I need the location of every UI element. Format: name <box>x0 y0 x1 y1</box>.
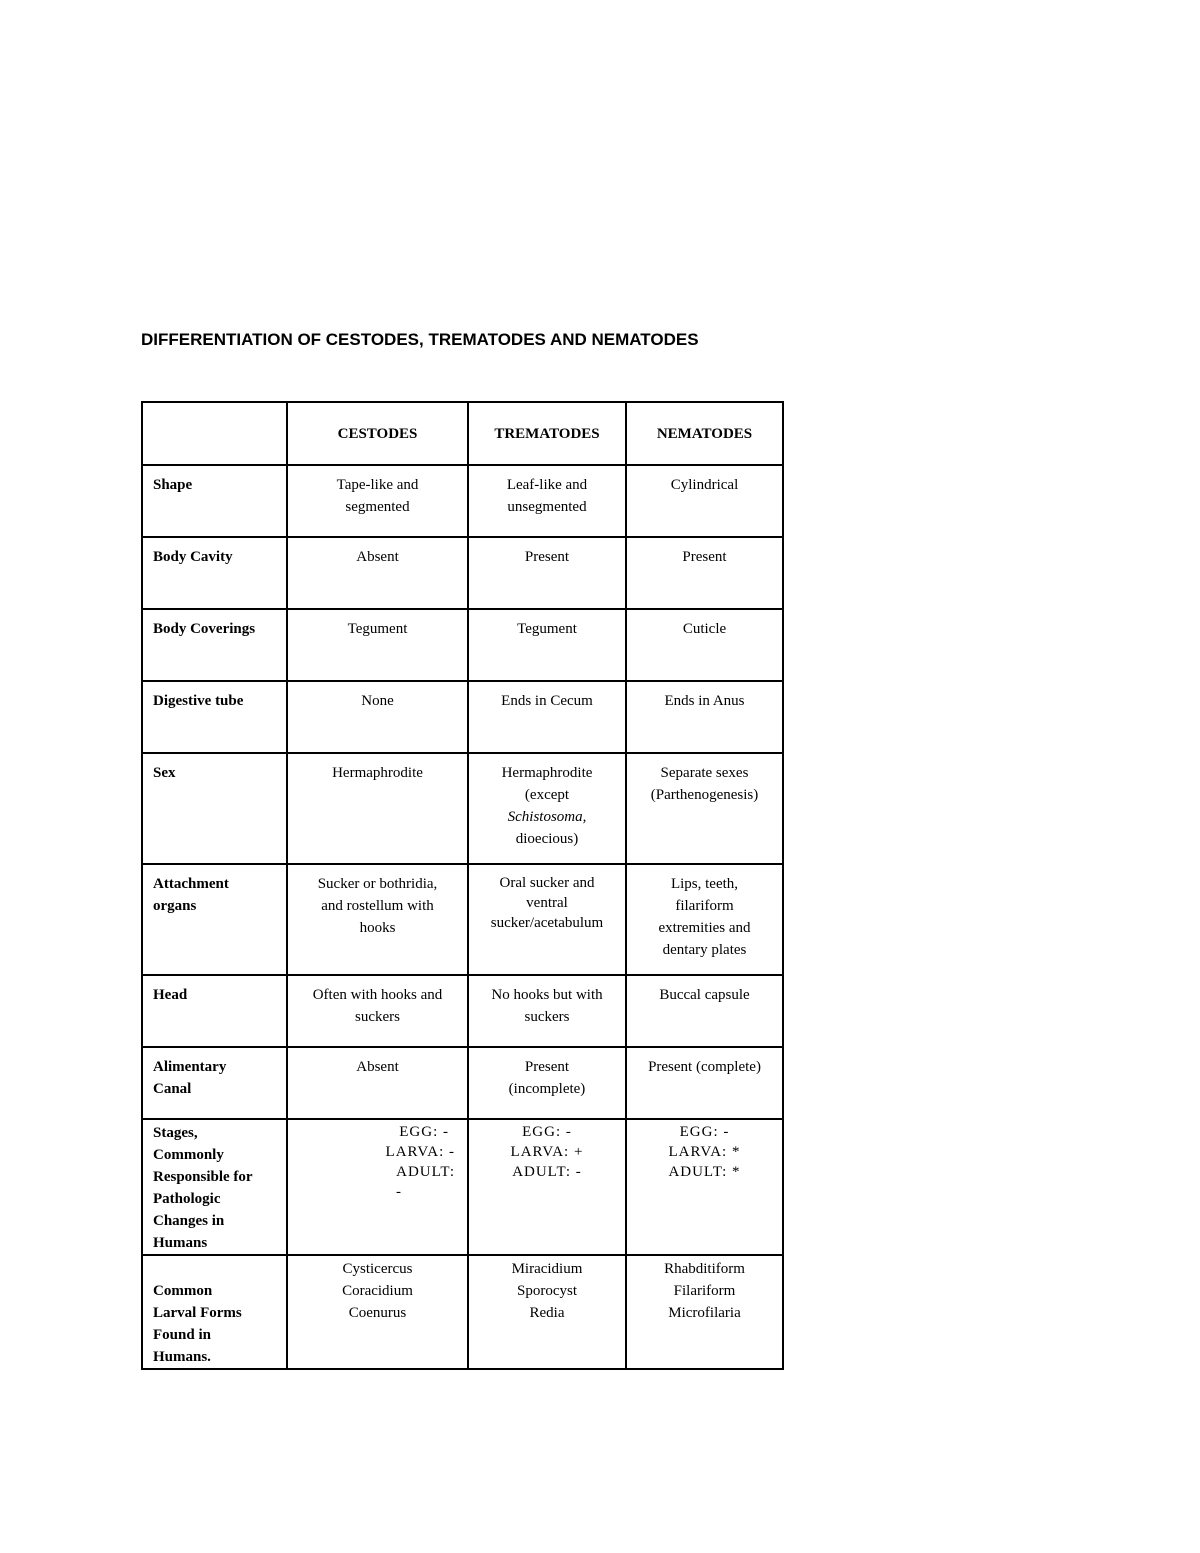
cell-line: Present <box>524 1059 570 1075</box>
cell-body-coverings-trematodes: Tegument <box>468 609 626 681</box>
cell-alimentary-canal-cestodes: Absent <box>287 1047 468 1119</box>
row-label-body-cavity: Body Cavity <box>142 537 287 609</box>
label-line: Humans <box>153 1235 208 1251</box>
label-line: Changes in <box>153 1213 225 1229</box>
cell-line: (except <box>524 787 570 803</box>
table-row-larval-forms <box>142 1255 783 1369</box>
cell-line: hooks <box>359 920 396 936</box>
cell-line: Microfilaria <box>668 1305 741 1321</box>
cell-shape-cestodes <box>287 465 468 537</box>
table-row-body-coverings <box>142 609 783 681</box>
cell-sex-cestodes: Hermaphrodite <box>287 753 468 864</box>
header-empty-cell <box>142 402 287 465</box>
cell-shape-trematodes <box>468 465 626 537</box>
row-label-larval-forms <box>142 1255 287 1369</box>
cell-sex-trematodes <box>468 753 626 864</box>
table-row-shape <box>142 465 783 537</box>
cell-line: sucker/acetabulum <box>490 915 604 931</box>
row-label-sex: Sex <box>142 753 287 864</box>
cell-line: Coenurus <box>348 1305 407 1321</box>
cell-line: ADULT: <box>396 1164 455 1180</box>
cell-line: Hermaphrodite <box>501 765 593 781</box>
cell-larval-forms-cestodes <box>287 1255 468 1369</box>
comparison-table <box>141 401 784 1370</box>
cell-line: Separate sexes <box>660 765 749 781</box>
table-header-row <box>142 402 783 465</box>
cell-line: ventral <box>526 895 568 911</box>
cell-digestive-tube-nematodes: Ends in Anus <box>626 681 783 753</box>
cell-line: ADULT: - <box>512 1164 582 1180</box>
cell-alimentary-canal-trematodes <box>468 1047 626 1119</box>
cell-line: filariform <box>675 898 734 914</box>
cell-line: Lips, teeth, <box>670 876 739 892</box>
row-label-head: Head <box>142 975 287 1047</box>
cell-head-nematodes: Buccal capsule <box>626 975 783 1047</box>
cell-line: (incomplete) <box>508 1081 586 1097</box>
row-label-stages <box>142 1119 287 1255</box>
cell-stages-cestodes <box>287 1119 468 1255</box>
cell-attachment-organs-trematodes <box>468 864 626 975</box>
cell-line: Redia <box>529 1305 565 1321</box>
table-row-alimentary-canal <box>142 1047 783 1119</box>
cell-body-coverings-nematodes: Cuticle <box>626 609 783 681</box>
label-line: Humans. <box>153 1349 211 1365</box>
cell-stages-nematodes <box>626 1119 783 1255</box>
cell-body-coverings-cestodes: Tegument <box>287 609 468 681</box>
cell-line: dioecious) <box>515 831 579 847</box>
cell-line: - <box>396 1184 402 1200</box>
cell-line: LARVA: - <box>385 1144 455 1160</box>
cell-body-cavity-trematodes: Present <box>468 537 626 609</box>
label-line: Commonly <box>153 1147 224 1163</box>
cell-line: No hooks but with <box>491 987 603 1003</box>
label-line: Canal <box>153 1081 192 1097</box>
table-row-digestive-tube <box>142 681 783 753</box>
row-label-attachment-organs <box>142 864 287 975</box>
cell-line: Often with hooks and <box>312 987 443 1003</box>
cell-line: LARVA: + <box>510 1144 584 1160</box>
cell-shape-nematodes <box>626 465 783 537</box>
header-cestodes: CESTODES <box>287 402 468 465</box>
row-label-body-coverings: Body Coverings <box>142 609 287 681</box>
cell-line: unsegmented <box>507 499 587 515</box>
cell-line: EGG: - <box>399 1124 449 1140</box>
cell-line: ADULT: * <box>668 1164 741 1180</box>
cell-line: Sporocyst <box>517 1283 577 1299</box>
cell-head-trematodes <box>468 975 626 1047</box>
table-row-attachment-organs <box>142 864 783 975</box>
cell-attachment-organs-cestodes <box>287 864 468 975</box>
cell-line: suckers <box>355 1009 400 1025</box>
table-row-body-cavity <box>142 537 783 609</box>
cell-digestive-tube-cestodes: None <box>287 681 468 753</box>
cell-head-cestodes <box>287 975 468 1047</box>
cell-line: extremities and <box>658 920 751 936</box>
cell-line: segmented <box>345 499 410 515</box>
header-trematodes: TREMATODES <box>468 402 626 465</box>
table-row-head <box>142 975 783 1047</box>
table-row-stages <box>142 1119 783 1255</box>
cell-line: Leaf-like and <box>506 477 588 493</box>
cell-line-italic: Schistosoma, <box>507 809 587 825</box>
label-line: organs <box>153 898 197 914</box>
label-line: Larval Forms <box>153 1305 242 1321</box>
label-line: Found in <box>153 1327 211 1343</box>
cell-line: Coracidium <box>342 1283 413 1299</box>
cell-attachment-organs-nematodes <box>626 864 783 975</box>
cell-alimentary-canal-nematodes: Present (complete) <box>626 1047 783 1119</box>
cell-digestive-tube-trematodes: Ends in Cecum <box>468 681 626 753</box>
cell-line: Rhabditiform <box>664 1261 745 1277</box>
cell-body-cavity-cestodes: Absent <box>287 537 468 609</box>
cell-line: and rostellum with <box>321 898 434 914</box>
label-line: Responsible for <box>153 1169 253 1185</box>
row-label-digestive-tube: Digestive tube <box>142 681 287 753</box>
cell-sex-nematodes <box>626 753 783 864</box>
label-line: Alimentary <box>153 1059 227 1075</box>
cell-line: Cysticercus <box>342 1261 413 1277</box>
label-line: Stages, <box>153 1125 198 1141</box>
cell-line: Filariform <box>673 1283 736 1299</box>
cell-line: EGG: - <box>522 1124 572 1140</box>
cell-stages-trematodes <box>468 1119 626 1255</box>
cell-line: Sucker or bothridia, <box>317 876 438 892</box>
cell-body-cavity-nematodes: Present <box>626 537 783 609</box>
label-line: Pathologic <box>153 1191 221 1207</box>
cell-line: Oral sucker and <box>499 875 595 891</box>
cell-line: Cylindrical <box>670 477 739 493</box>
cell-line: dentary plates <box>662 942 747 958</box>
cell-line: EGG: - <box>679 1124 730 1140</box>
cell-larval-forms-trematodes <box>468 1255 626 1369</box>
cell-line: Miracidium <box>511 1261 583 1277</box>
cell-line: Tape-like and <box>336 477 419 493</box>
document-title: DIFFERENTIATION OF CESTODES, TREMATODES AND NEMATODES <box>141 330 699 349</box>
label-line: Attachment <box>153 876 229 892</box>
header-nematodes: NEMATODES <box>626 402 783 465</box>
cell-line: suckers <box>524 1009 570 1025</box>
cell-line: (Parthenogenesis) <box>650 787 759 803</box>
cell-larval-forms-nematodes <box>626 1255 783 1369</box>
row-label-shape: Shape <box>142 465 287 537</box>
label-line: Common <box>153 1283 213 1299</box>
row-label-alimentary-canal <box>142 1047 287 1119</box>
cell-line: LARVA: * <box>668 1144 741 1160</box>
table-row-sex <box>142 753 783 864</box>
